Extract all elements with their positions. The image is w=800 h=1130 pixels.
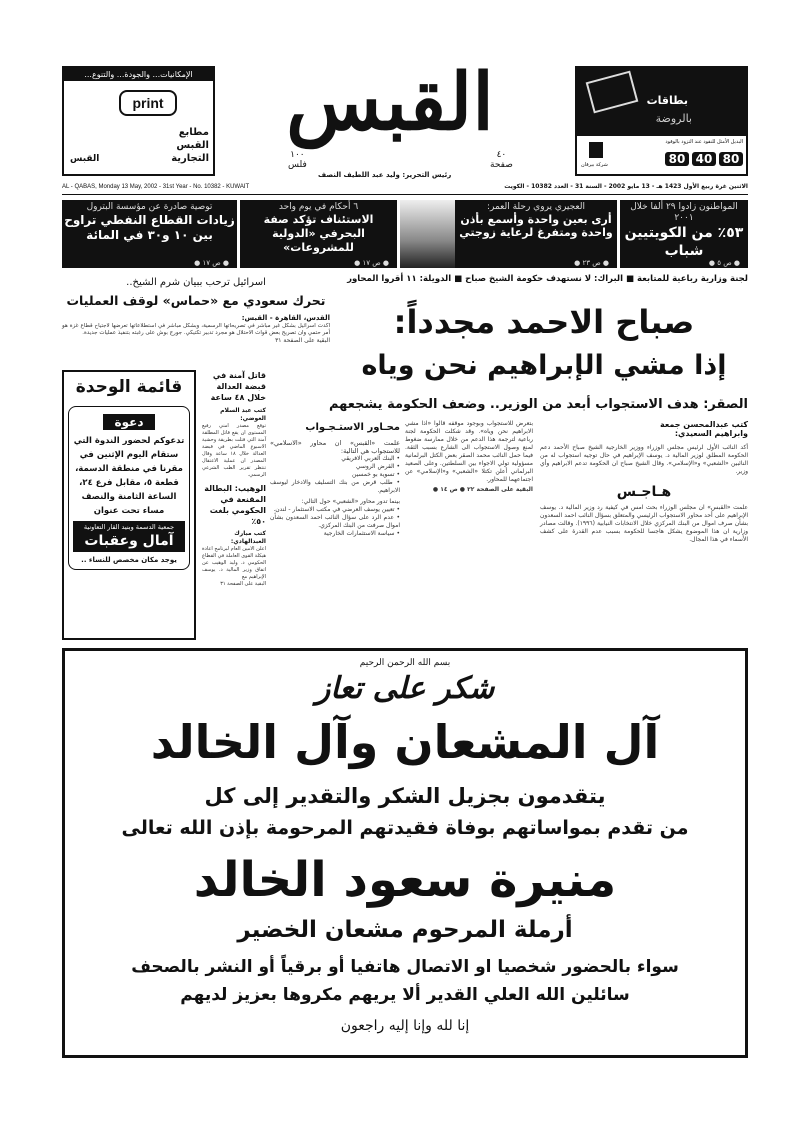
ad-fuel-cards [575,66,748,176]
byline: كتب مبارك العبدالهادي: [230,530,266,545]
article-body: اعلن الامين العام لبرنامج اعادة هيكلة القوى العاملة في القطاع الحكومي د. وليد الوهيب عن اتفاق وزير المالية د. يوسف الإبراهيم مع [201,546,266,580]
price-unit: فلس [288,160,307,170]
israel-kicker: اسرائيل ترحب ببيان شرم الشيخ.. [126,277,266,288]
price [288,150,307,170]
date-english: AL - QABAS, Monday 13 May, 2002 - 31st Year - No. 10382 - KUWAIT [62,184,250,190]
teaser-court[interactable] [240,200,397,268]
ornamental-title: شكر على تعاز [315,671,495,706]
divider [62,194,748,195]
company-name: شركة بيرقان [581,162,608,168]
teaser-youth[interactable] [620,200,748,268]
teaser-oil[interactable] [62,200,237,268]
teaser-page: ● ص ٢٣ ● [574,259,609,267]
byline: كتب عبدالمحسن جمعة وابراهيم السعيدي: [659,420,748,438]
axes-item: • طلب قرض من بنك التسليف والادخار ليوسف الابراهيم. [270,479,400,494]
ad-title: بطاقات [646,94,688,107]
byline: كتب عبد السلام العوضي: [220,407,266,422]
teaser-title: زيادات القطاع النفطي تراوح بين ١٠ و٣٠ في المائة [64,213,235,242]
teaser-kicker: توصية صادرة عن مؤسسة البترول [86,202,213,212]
israel-headline: تحرك سعودي مع «حماس» لوقف العمليات [66,293,326,308]
invitation-body: تدعوكم لحضور الندوة التي ستقام اليوم الإثنين في مقرنا في منطقة الدسمة، قطعة ٥، مقابل فرع ٢٤، الساعة الثامنة والنصف مساء تحت عنوان [73,436,185,516]
teaser-page: ● ص ١٧ ● [194,259,229,267]
ad-brand: بالروضة [655,112,692,125]
axes-item: • البنك العربي الافريقي [341,455,400,462]
condolence-line: سائلين الله العلي القدير ألا يريهم مكروها بعزيز لديهم [180,985,630,1005]
teaser-kicker: المواطنون زادوا ٢٩ ألفا خلال ٢٠٠١ [630,202,738,223]
article-body: توقع مصدر امني رفيع المستوى ان يقع قاتل المطلقة آمنة التي قتلت بطريقة وحشية الاسبوع الماضي في قبضة العدالة خلال ١٨ ساعة وقال المصدر ان عملية الاعتقال تنتظر تقرير الطب الشرعي الرسمي. [202,423,266,478]
invitation-badge: دعوة [103,414,156,430]
phone-digits: 80 [665,152,689,166]
teaser-kicker: العجيري يروي رحلة العمر: [486,202,586,212]
phone-digits: 80 [719,152,743,166]
axes-item: • عدم الرد على سؤال النائب احمد السعدون بشأن اموال صرفت من البنك المركزي. [270,514,400,529]
lead-headline-1: صباح الاحمد مجدداً: [393,303,695,341]
thanks-line: من تقدم بمواساتهم بوفاة فقيدتهم المرحومة بإذن الله تعالى [121,817,689,839]
card-graphic [586,71,639,114]
unity-list-ad [62,370,196,640]
axes-item: • تسوية بو خمسين [352,471,400,478]
lead-column-main [540,420,748,544]
date-arabic: الاثنين غرة ربيع الأول 1423 هـ - 13 مايو 2002 - السنة 31 - العدد 10382 - الكويت [504,183,748,190]
lead-subhead: الصقر: هدف الاستجواب أبعد من الوزير.. وضعف الحكومة يشجعهم [328,397,748,412]
brief-title: الوهيب: البطالة المقنعة في الحكومي بلغت ٥٠٪ [204,484,266,526]
ad-bottom [577,136,746,174]
topic-box [73,521,185,552]
teaser-title: ٥٣٪ من الكويتيين شباب [624,225,744,259]
axes-item: • سياسة الاستثمارات الخارجية [323,530,400,537]
lead-headline-2: إذا مشي الإبراهيم نحن وياه [361,350,727,381]
lead-kicker: لجنة وزارية رباعية للمتابعة ■ البراك: لا نستهدف حكومة الشيخ صباح ■ الدويلة: ١١ أقروا المحاور [347,274,748,284]
phone-digits: 40 [692,152,716,166]
organizer: جمعية الدسمة وبنيد القار التعاونية [83,523,175,531]
axes-item: • القرض الروسي [355,463,400,470]
axes-item: • تعيين يوسف العرضي في مكتب الاستثمار - لندن. [273,506,400,513]
pages-number: ٤٠ [496,150,507,160]
axes-intro: علمت «القبس» ان محاور «الاسلامي» للاستجواب هي التالية: [270,439,400,455]
continued-link[interactable]: البقية على الصفحة ٢٢ ● ص ١٤ ● [432,486,533,493]
teaser-title: أرى بعين واحدة وأسمع بأذن واحدة ومتفرغ لرعاية زوجتي [459,213,613,239]
newspaper-logo: القبس [286,57,494,148]
article-body: بتعرض للاستجواب وبوجود موقفه قالوا «اذا مشي الابراهيم نحن وياه». وقد شكلت الحكومة لجنة رباعية لترجمة هذا الدعم من خلال ممارسة ضغوط لمنع وصول الاستجواب الى الشارع بسبب الثقة. فيما حمل النائب محمد الصقر بعض الكتل البرلمانية مسؤولية تولي الاجواء بين السلطتين. وعلى الصعيد البرلماني أعلن تكتلا «الشعبي» و«الإسلامي» عن اجتماعهما للمحاور. [405,420,533,483]
phone-number [665,152,743,166]
hajes-title: هـاجـس [616,484,672,500]
brief-title: قاتل آمنة في قبضة العدالة خلال ٤٨ ساعة [210,371,266,402]
ad-title: قائمة الوحدة [75,377,183,397]
dateline: القدس، القاهرة - القبس: [241,314,330,322]
company-logo [589,142,603,158]
axes-box [270,422,400,538]
teaser-page: ● ص ٥ ● [708,259,740,267]
hajes-body: علمت «القبس» ان مجلس الوزراء بحث امس في كيفية رد وزير المالية د. يوسف الإبراهيم على أحد محاور الاستجواب الرئيسي والمتعلق بسؤال النائب احمد السعدون بشأن صرف اموال من البنك المركزي خلال الانتخابات النيابية (١٩٩٦). وقالت مصادر وزارية ان هذا الموضوع يشكل هاجسا للحكومة بسبب عدم القدرة على كشف الأسماء في هذا المجال. [540,504,748,543]
relation-line: أرملة المرحوم مشعان الخضير [237,917,573,943]
condolence-line: سواء بالحضور شخصيا او الاتصال هاتفيا أو برقياً أو النشر بالصحف [131,957,679,977]
briefs-column [202,370,266,588]
continued-link[interactable]: البقية على الصفحة ٣١ [275,337,330,344]
ad-fuel-tagline: البديل الأمثل للنقود عند التزود بالوقود [665,139,743,145]
price-value: ١٠٠ [290,150,305,160]
teaser-page: ● ص ١٧ ● [354,259,389,267]
deceased-name: منيرة سعود الخالد [193,852,617,908]
ad-tagline: الإمكانيات... والجودة... والتنوع... [64,68,213,81]
teaser-title: الاستئناف تؤكد صفة البحرفي «الدولية للمشروعات» [263,213,374,254]
teaser-kicker: ٦ أحكام في يوم واحد [278,202,359,212]
ad-commercial-press [62,66,215,176]
portrait-photo [400,200,455,268]
axes-intro: بينما تدور محاور «الشعبي» حول التالي: [301,498,400,505]
lead-column-2 [405,420,533,494]
continued-link[interactable]: البقية على الصفحة ٣١ [220,581,266,587]
pages-count [490,150,513,170]
ad-footer: يوجد مكان مخصص للنساء .. [81,556,177,564]
condolence-ad [62,648,748,1058]
quran-verse: إنا لله وإنا إليه راجعون [340,1018,470,1034]
basmala: بسم الله الرحمن الرحيم [359,658,451,668]
families-name: آل المشعان وآل الخالد [150,715,660,769]
article-body: اكدت اسرائيل بشكل غير مباشر في تصريحاتها الرسمية، وبشكل مباشر في استطلاعاتها تعرضها لاجتياح قطاع غزة هو أمر حتمي وان تصريح بعض قوات الاحتلال هو مجرد تدبير تكتيكي. جورج بوش على رغبته بتنفيذ عمليات جديدة. [62,323,330,336]
editor-in-chief: رئيس التحرير: وليد عبد اللطيف النصف [318,171,452,179]
article-body: أكد النائب الأول لرئيس مجلس الوزراء ووزير الخارجية الشيخ صباح الأحمد دعم الحكومة المطلق لوزير المالية د. يوسف الإبراهيم في حال توجيه استجواب له من النائبين «الشعبي» و«الإسلامي». وقال الشيخ صباح ان الحكومة تدعم الابراهيم وأي وزير. [540,444,748,475]
seminar-topic: آمال وعقبات [84,533,174,549]
print-bubble: print [119,90,177,116]
ad-name: مطابع القبس التجارية [171,127,209,164]
ad-brand: القبس [70,154,100,164]
pages-label: صفحة [490,160,513,170]
axes-title: محـاور الاستـجـواب [305,422,400,433]
teaser-ajairi[interactable] [455,200,617,268]
israel-body [62,314,330,345]
thanks-line: يتقدمون بجزيل الشكر والتقدير إلى كل [204,784,606,808]
